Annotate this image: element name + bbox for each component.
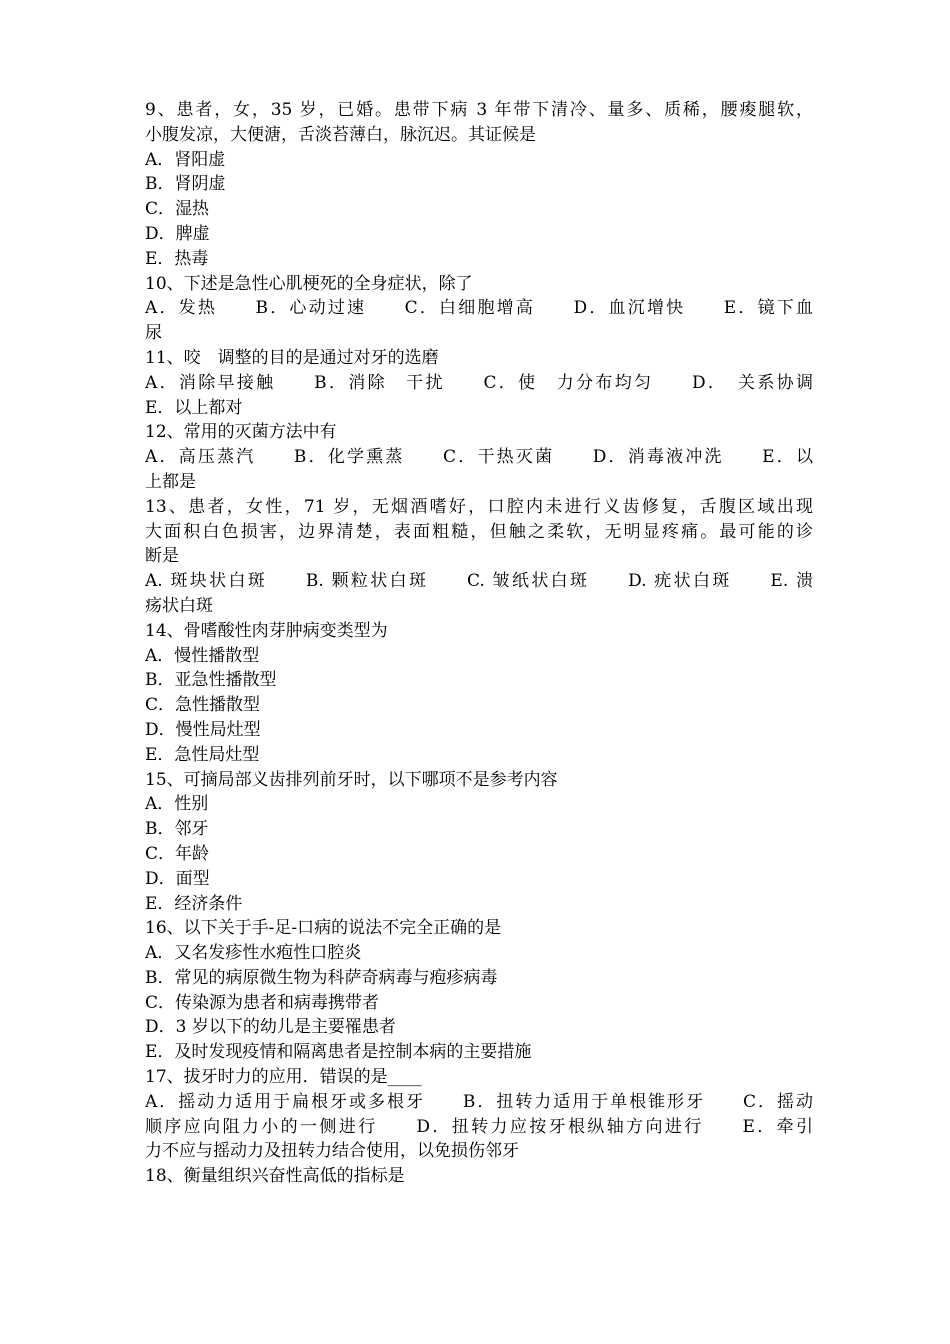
text-line: 小腹发凉，大便溏，舌淡苔薄白，脉沉迟。其证候是 xyxy=(145,124,536,145)
text-line: C．传染源为患者和病毒携带者 xyxy=(145,992,380,1013)
text-line: 18、衡量组织兴奋性高低的指标是 xyxy=(145,1166,405,1187)
text-line: 力不应与摇动力及扭转力结合使用，以免损伤邻牙 xyxy=(145,1141,519,1162)
document-page xyxy=(145,98,813,1189)
text-line: A．发热 B．心动过速 C．白细胞增高 D．血沉增快 E．镜下血 xyxy=(145,298,813,319)
text-line: 16、以下关于手-足-口病的说法不完全正确的是 xyxy=(145,918,502,939)
text-line: E．急性局灶型 xyxy=(145,744,260,765)
text-line: 断是 xyxy=(145,546,179,567)
text-line: D．面型 xyxy=(145,868,210,889)
text-line: A．肾阳虚 xyxy=(145,149,226,170)
text-line: E．及时发现疫情和隔离患者是控制本病的主要措施 xyxy=(145,1042,532,1063)
text-line: 上都是 xyxy=(145,471,196,492)
text-line: A．慢性播散型 xyxy=(145,645,260,666)
text-line: E．经济条件 xyxy=(145,893,243,914)
text-line: C．急性播散型 xyxy=(145,695,261,716)
text-line: 疡状白斑 xyxy=(145,595,213,616)
text-line: C．湿热 xyxy=(145,199,210,220)
text-line: D．慢性局灶型 xyxy=(145,719,261,740)
text-line: 10、下述是急性心肌梗死的全身症状，除了 xyxy=(145,273,473,294)
text-line: 尿 xyxy=(145,323,162,344)
text-line: E．以上都对 xyxy=(145,397,243,418)
text-line: A. 斑块状白斑 B. 颗粒状白斑 C. 皱纸状白斑 D. 疣状白斑 E. 溃 xyxy=(145,571,813,592)
text-line: 11、咬 调整的目的是通过对牙的选磨 xyxy=(145,347,439,368)
text-line: 13、患者，女性，71 岁，无烟酒嗜好，口腔内未进行义齿修复，舌腹区域出现 xyxy=(145,496,813,517)
text-line: A．又名发疹性水疱性口腔炎 xyxy=(145,943,362,964)
text-line: 顺序应向阻力小的一侧进行 D．扭转力应按牙根纵轴方向进行 E．牵引 xyxy=(145,1116,813,1137)
text-line: 17、拔牙时力的应用．错误的是____ xyxy=(145,1067,422,1088)
text-line: E．热毒 xyxy=(145,248,209,269)
text-line: 大面积白色损害，边界清楚，表面粗糙，但触之柔软，无明显疼痛。最可能的诊 xyxy=(145,521,813,542)
text-line: C．年龄 xyxy=(145,843,210,864)
text-line: B．常见的病原微生物为科萨奇病毒与疱疹病毒 xyxy=(145,967,498,988)
text-line: A．消除早接触 B．消除 干扰 C．使 力分布均匀 D． 关系协调 xyxy=(145,372,813,393)
text-line: D．脾虚 xyxy=(145,223,210,244)
text-line: B．亚急性播散型 xyxy=(145,670,277,691)
text-line: B．肾阴虚 xyxy=(145,174,226,195)
text-line: D．3 岁以下的幼儿是主要罹患者 xyxy=(145,1017,396,1038)
text-line: 14、骨嗜酸性肉芽肿病变类型为 xyxy=(145,620,388,641)
text-line: 15、可摘局部义齿排列前牙时，以下哪项不是参考内容 xyxy=(145,769,558,790)
text-line: A．高压蒸汽 B．化学熏蒸 C．干热灭菌 D．消毒液冲洗 E．以 xyxy=(145,447,813,468)
text-line: A．摇动力适用于扁根牙或多根牙 B．扭转力适用于单根锥形牙 C．摇动 xyxy=(145,1091,813,1112)
text-line: 12、常用的灭菌方法中有 xyxy=(145,422,337,443)
text-line: B．邻牙 xyxy=(145,819,209,840)
text-line: A．性别 xyxy=(145,794,209,815)
text-line: 9、患者，女，35 岁，已婚。患带下病 3 年带下清冷、量多、质稀，腰痠腿软， xyxy=(145,100,813,120)
